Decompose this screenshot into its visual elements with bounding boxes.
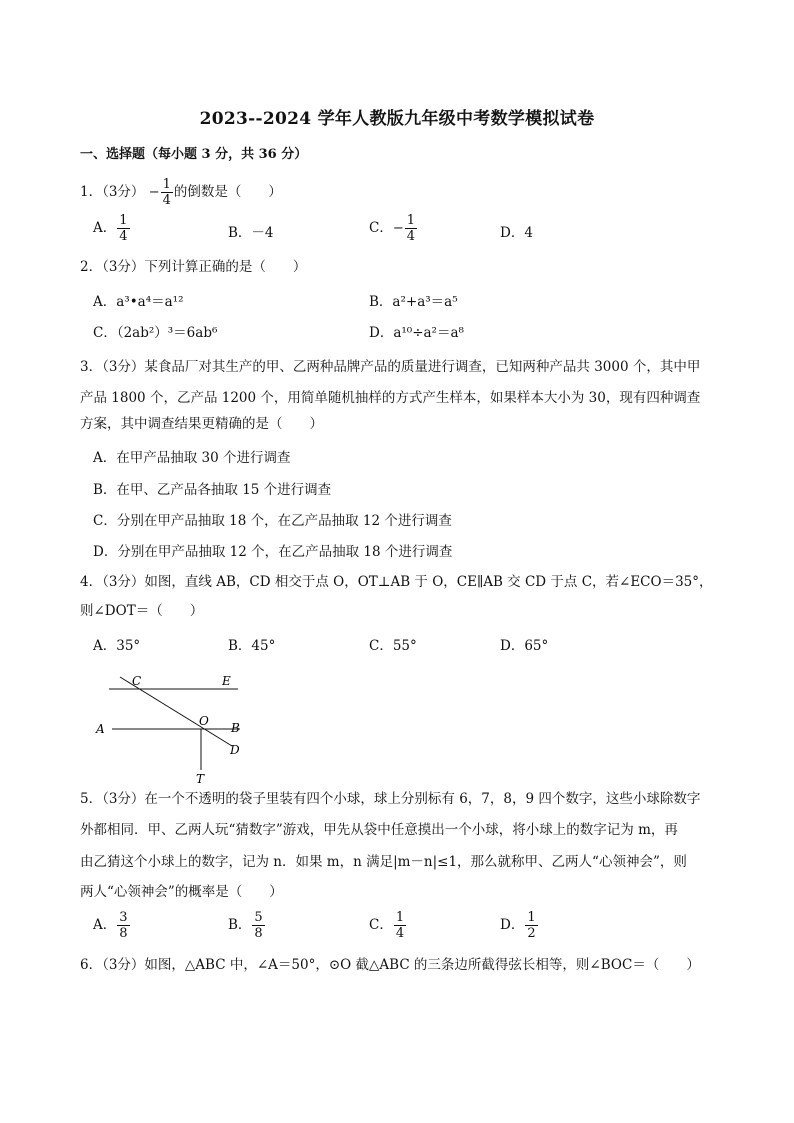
question-3-line-3: 方案，其中调查结果更精确的是（ ） <box>80 416 323 432</box>
q1-fraction <box>161 178 173 207</box>
q1-c-num: 1 <box>406 213 416 228</box>
q5-b-num: 5 <box>254 910 263 925</box>
label-b: B <box>231 721 240 735</box>
q1-a-den: 4 <box>119 229 128 244</box>
q2-option-c: C．（2ab²）³＝6ab⁶ <box>93 325 218 341</box>
q1-option-c: C．− $\frac{1}{4}$ <box>369 213 416 244</box>
q2-option-b: B．a²+a³＝a⁵ <box>369 294 458 310</box>
q1-option-a <box>93 214 131 243</box>
page-title: 2023--2024 学年人教版九年级中考数学模拟试卷 <box>199 109 595 129</box>
q3-option-c: C．分别在甲产品抽取 18 个，在乙产品抽取 12 个进行调查 <box>93 513 452 529</box>
q5-c-label: C． <box>369 917 393 933</box>
section-heading: 一、选择题（每小题 3 分，共 36 分） <box>80 147 308 162</box>
q5-a-num: 3 <box>119 910 128 925</box>
question-6-line-1: 6．（3分）如图，△ABC 中，∠A＝50°，⊙O 截△ABC 的三条边所截得弦长相等，则∠BOC＝（ ） <box>80 957 700 973</box>
q5-option-a <box>93 911 131 940</box>
question-5-line-4: 两人“心领神会”的概率是（ ） <box>80 884 283 900</box>
q5-d-den: 2 <box>527 926 536 941</box>
q5-option-d <box>500 911 539 940</box>
q1-a-label: A． <box>93 220 117 236</box>
q4-geometry-figure <box>90 668 260 790</box>
q1-frac-den: 4 <box>162 193 171 208</box>
q3-option-b: B．在甲、乙产品各抽取 15 个进行调查 <box>93 482 332 498</box>
q2-option-a: A．a³•a⁴＝a¹² <box>93 294 184 310</box>
q1-prefix: 1．（3分） <box>80 184 145 200</box>
question-1: 1．（3分） − $\frac{1}{4}$ 的倒数是（ ） <box>80 177 282 208</box>
q4-option-d: D．65° <box>500 638 549 654</box>
q5-option-b <box>228 911 266 940</box>
q4-option-a: A．35° <box>93 638 141 654</box>
q2-option-d: D．a¹⁰÷a²＝a⁸ <box>369 325 464 341</box>
q1-frac-num: 1 <box>162 177 171 192</box>
label-o: O <box>199 714 209 728</box>
q1-option-d: D．4 <box>500 225 533 241</box>
q5-a-den: 8 <box>119 926 128 941</box>
q5-d-num: 1 <box>527 910 536 925</box>
q1-a-num: 1 <box>119 213 128 228</box>
q3-option-a: A．在甲产品抽取 30 个进行调查 <box>93 450 291 466</box>
question-5-line-2: 外都相同．甲、乙两人玩“猜数字”游戏，甲先从袋中任意摸出一个小球，将小球上的数字记为 m，再 <box>80 822 678 838</box>
q5-a-label: A． <box>93 917 117 933</box>
question-2: 2．（3分）下列计算正确的是（ ） <box>80 259 307 275</box>
q5-c-den: 4 <box>395 926 405 941</box>
question-5-line-3: 由乙猜这个小球上的数字，记为 n．如果 m，n 满足|m－n|≤1，那么就称甲、乙两人“心领神会”，则 <box>80 854 687 870</box>
q5-c-num: 1 <box>395 910 405 925</box>
q5-b-den: 8 <box>254 926 263 941</box>
label-e: E <box>222 674 231 688</box>
q5-d-label: D． <box>500 917 525 933</box>
q1-option-b: B．－4 <box>228 225 274 241</box>
question-3-line-2: 产品 1800 个，乙产品 1200 个，用简单随机抽样的方式产生样本，如果样本大小为 30，现有四种调查 <box>80 390 701 406</box>
question-4-line-2: 则∠DOT＝（ ） <box>80 603 204 619</box>
q1-c-label: C． <box>369 220 393 236</box>
q5-option-c <box>369 911 407 940</box>
q4-option-c: C．55° <box>369 638 417 654</box>
label-a: A <box>96 722 105 736</box>
label-d: D <box>230 743 240 757</box>
label-t: T <box>196 772 205 786</box>
q3-option-d: D．分别在甲产品抽取 12 个，在乙产品抽取 18 个进行调查 <box>93 544 453 560</box>
q1-c-den: 4 <box>406 229 416 244</box>
q1-text: 的倒数是（ ） <box>173 184 282 200</box>
question-4-line-1: 4．（3分）如图，直线 AB，CD 相交于点 O，OT⊥AB 于 O，CE∥AB 交 CD 于点 C，若∠ECO＝35°， <box>80 574 713 590</box>
q5-b-label: B． <box>228 917 252 933</box>
label-c: C <box>132 674 142 688</box>
question-5-line-1: 5．（3分）在一个不透明的袋子里装有四个小球，球上分别标有 6，7，8，9 四个数字，这些小球除数字 <box>80 791 701 807</box>
q4-option-b: B．45° <box>228 638 276 654</box>
question-3-line-1: 3．（3分）某食品厂对其生产的甲、乙两种品牌产品的质量进行调查，已知两种产品共 3000 个，其中甲 <box>80 359 701 375</box>
